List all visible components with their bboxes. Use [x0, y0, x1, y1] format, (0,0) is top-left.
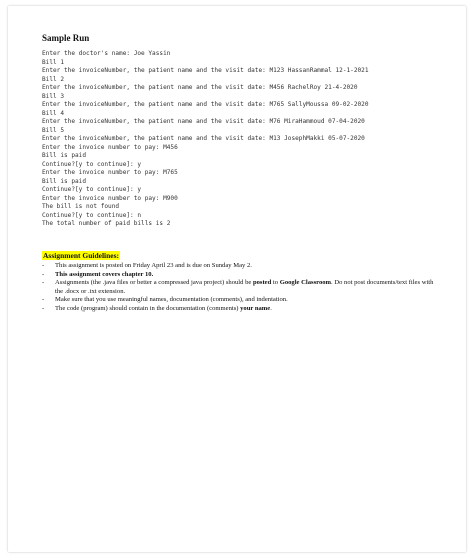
console-line: Continue?[y to continue]: n: [42, 211, 142, 219]
guideline-item: - This assignment covers chapter 10.: [42, 270, 154, 278]
guideline-item: - This assignment is posted on Friday April 23 and is due on Sunday May 2.: [42, 262, 252, 269]
console-line: Bill is paid: [42, 152, 87, 159]
console-line: Enter the invoice number to pay: M765: [42, 169, 178, 176]
guideline-item: - Assignments (the .java files or better a compressed java project) should be posted to Google Classroom. Do not post documents/text files with the .docx or .txt extension.: [42, 279, 434, 295]
console-line: Bill 3: [42, 92, 65, 100]
console-line: Enter the invoiceNumber, the patient name and the visit date: M456 RachelRoy 21-4-2020: [42, 84, 358, 91]
console-line: Bill 2: [42, 75, 65, 83]
document-page: [8, 6, 466, 552]
console-line: The total number of paid bills is 2: [42, 220, 171, 227]
console-line: Continue?[y to continue]: y: [42, 160, 142, 168]
console-line: Enter the invoiceNumber, the patient name and the visit date: M123 HassanRammal 12-1-2021: [42, 67, 369, 74]
console-line: Enter the invoiceNumber, the patient name and the visit date: M765 SallyMoussa 09-02-2020: [42, 101, 369, 108]
console-line: Bill 5: [42, 126, 65, 134]
console-line: Enter the invoiceNumber, the patient name and the visit date: M13 JosephMakki 05-07-2020: [42, 135, 365, 142]
console-line: Bill 4: [42, 109, 65, 117]
assignment-guidelines: [42, 251, 442, 314]
console-line: Bill 1: [42, 58, 65, 66]
console-line: Enter the invoice number to pay: M456: [42, 143, 178, 151]
console-line: The bill is not found: [42, 203, 120, 210]
console-output: [42, 50, 369, 229]
console-line: Continue?[y to continue]: y: [42, 186, 142, 193]
console-line: Enter the invoiceNumber, the patient name and the visit date: M76 MiraHammoud 07-04-2020: [42, 118, 365, 125]
console-line: Enter the doctor's name: Joe Yassin: [42, 50, 171, 57]
guideline-item: - Make sure that you use meaningful names, documentation (comments), and indentation.: [42, 296, 288, 304]
guidelines-list: [42, 262, 442, 314]
guideline-item: - The code (program) should contain in the documentation (comments) your name.: [42, 304, 272, 312]
section-heading: Sample Run: [42, 33, 90, 43]
guidelines-title: Assignment Guidelines:: [43, 251, 120, 260]
console-line: Bill is paid: [42, 177, 87, 185]
console-line: Enter the invoice number to pay: M900: [42, 194, 178, 202]
